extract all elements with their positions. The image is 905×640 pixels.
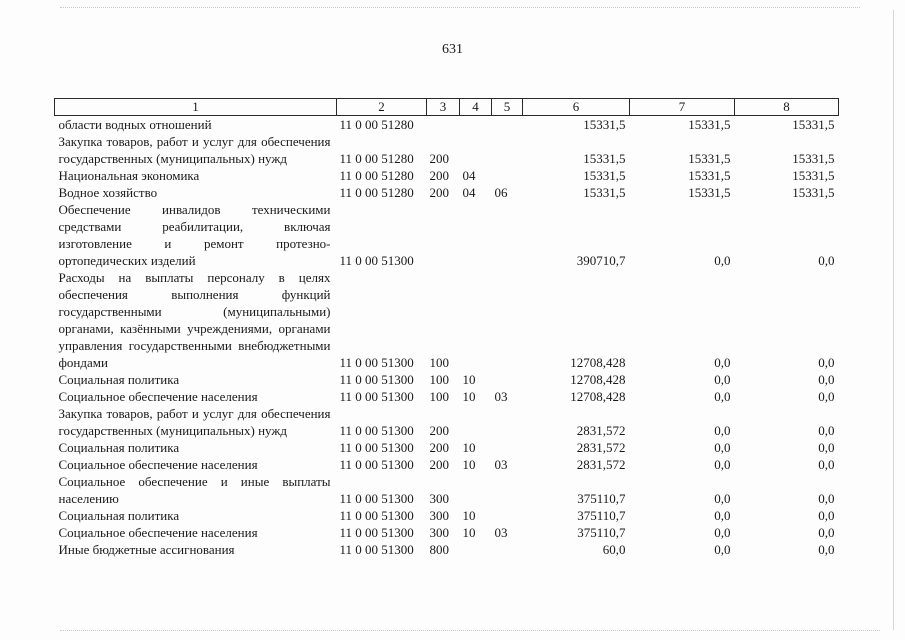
row-subsection: 03 [494, 389, 508, 404]
row-amount-col6: 375110,7 [577, 508, 626, 523]
table-row [55, 507, 839, 524]
row-section: 04 [462, 185, 476, 200]
row-target-code: 11 0 00 51280 [339, 117, 414, 132]
row-subsection: 03 [494, 525, 508, 540]
row-name: Закупка товаров, работ и услуг для обеспечения государственных (муниципальных) нужд [58, 406, 331, 438]
row-amount-col7: 0,0 [714, 440, 731, 455]
row-target-code: 11 0 00 51280 [339, 151, 414, 166]
row-name: области водных отношений [58, 117, 212, 132]
row-target-code: 11 0 00 51300 [339, 355, 414, 370]
row-amount-col8: 0,0 [818, 389, 835, 404]
row-subsection: 06 [494, 185, 508, 200]
row-subsection [492, 439, 523, 456]
table-row [55, 388, 839, 405]
row-target-code: 11 0 00 51300 [339, 542, 414, 557]
row-subsection [492, 167, 523, 184]
row-amount-col7: 0,0 [714, 355, 731, 370]
row-section [460, 405, 492, 439]
row-target-code: 11 0 00 51300 [339, 525, 414, 540]
header-col-6: 6 [523, 99, 630, 116]
row-expense-type: 100 [429, 389, 449, 404]
row-target-code: 11 0 00 51300 [339, 491, 414, 506]
row-name: Социальное обеспечение населения [58, 389, 258, 404]
table-row [55, 133, 839, 167]
row-amount-col8: 0,0 [818, 440, 835, 455]
row-expense-type: 200 [429, 185, 449, 200]
row-target-code: 11 0 00 51280 [339, 185, 414, 200]
row-section [460, 269, 492, 371]
table-row [55, 184, 839, 201]
row-subsection [492, 133, 523, 167]
row-name: Социальная политика [58, 508, 180, 523]
row-amount-col8: 0,0 [818, 491, 835, 506]
row-section [460, 133, 492, 167]
row-subsection [492, 116, 523, 134]
table-row [55, 439, 839, 456]
row-amount-col8: 0,0 [818, 253, 835, 268]
row-amount-col7: 15331,5 [688, 117, 731, 132]
header-col-8: 8 [735, 99, 839, 116]
row-subsection: 03 [494, 457, 508, 472]
row-section [460, 541, 492, 558]
row-name: Социальное обеспечение и иные выплаты населению [58, 474, 331, 506]
header-col-4: 4 [460, 99, 492, 116]
row-target-code: 11 0 00 51300 [339, 457, 414, 472]
table-row [55, 167, 839, 184]
row-expense-type: 300 [429, 491, 449, 506]
row-amount-col6: 15331,5 [583, 185, 626, 200]
row-section: 10 [462, 457, 476, 472]
row-subsection [492, 541, 523, 558]
scan-artifact-top [60, 7, 860, 9]
header-col-3: 3 [427, 99, 460, 116]
row-target-code: 11 0 00 51280 [339, 168, 414, 183]
row-section [460, 201, 492, 269]
row-name: Социальное обеспечение населения [58, 457, 258, 472]
row-amount-col8: 15331,5 [792, 117, 835, 132]
row-amount-col7: 0,0 [714, 423, 731, 438]
row-amount-col8: 0,0 [818, 542, 835, 557]
row-amount-col8: 0,0 [818, 508, 835, 523]
row-amount-col8: 15331,5 [792, 185, 835, 200]
row-amount-col6: 375110,7 [577, 525, 626, 540]
header-col-1: 1 [55, 99, 337, 116]
row-expense-type: 200 [429, 151, 449, 166]
budget-table [54, 98, 839, 558]
row-target-code: 11 0 00 51300 [339, 372, 414, 387]
row-subsection [492, 405, 523, 439]
table-row [55, 116, 839, 134]
page-number: 631 [442, 42, 463, 57]
row-section [460, 473, 492, 507]
row-expense-type: 300 [429, 508, 449, 523]
row-name: Иные бюджетные ассигнования [58, 542, 235, 557]
row-name: Закупка товаров, работ и услуг для обеспечения государственных (муниципальных) нужд [58, 134, 331, 166]
row-amount-col8: 15331,5 [792, 168, 835, 183]
row-amount-col8: 0,0 [818, 525, 835, 540]
row-amount-col6: 2831,572 [576, 457, 626, 472]
row-amount-col7: 15331,5 [688, 168, 731, 183]
budget-table-wrap [54, 98, 838, 558]
row-expense-type: 100 [429, 355, 449, 370]
row-target-code: 11 0 00 51300 [339, 253, 414, 268]
table-row [55, 201, 839, 269]
row-expense-type: 200 [429, 440, 449, 455]
row-expense-type [427, 201, 460, 269]
header-col-2: 2 [337, 99, 427, 116]
row-name: Социальная политика [58, 372, 180, 387]
row-section: 10 [462, 389, 476, 404]
row-name: Национальная экономика [58, 168, 200, 183]
row-section: 10 [462, 525, 476, 540]
row-amount-col6: 12708,428 [570, 355, 626, 370]
row-section [460, 116, 492, 134]
row-amount-col7: 0,0 [714, 542, 731, 557]
row-subsection [492, 371, 523, 388]
table-row [55, 371, 839, 388]
row-amount-col6: 2831,572 [576, 423, 626, 438]
row-expense-type: 100 [429, 372, 449, 387]
row-amount-col7: 0,0 [714, 457, 731, 472]
row-amount-col7: 0,0 [714, 372, 731, 387]
row-amount-col6: 12708,428 [570, 372, 626, 387]
row-name: Социальная политика [58, 440, 180, 455]
row-subsection [492, 507, 523, 524]
row-subsection [492, 201, 523, 269]
row-amount-col7: 0,0 [714, 253, 731, 268]
row-amount-col7: 15331,5 [688, 151, 731, 166]
row-amount-col6: 375110,7 [577, 491, 626, 506]
row-expense-type: 200 [429, 168, 449, 183]
row-amount-col8: 0,0 [818, 355, 835, 370]
row-subsection [492, 269, 523, 371]
row-amount-col6: 60,0 [602, 542, 626, 557]
table-row [55, 541, 839, 558]
row-name: Обеспечение инвалидов техническими средствами реабилитации, включая изготовление и ремонт протезно-ортопедических изделий [58, 202, 331, 268]
table-row [55, 456, 839, 473]
row-target-code: 11 0 00 51300 [339, 440, 414, 455]
row-expense-type [427, 116, 460, 134]
row-section: 10 [462, 372, 476, 387]
row-expense-type: 200 [429, 457, 449, 472]
scan-artifact-right [893, 10, 895, 630]
table-row [55, 405, 839, 439]
row-amount-col7: 0,0 [714, 525, 731, 540]
row-amount-col8: 0,0 [818, 457, 835, 472]
row-name: Расходы на выплаты персоналу в целях обеспечения выполнения функций государственными (муниципальными) органами, казёнными учреждениями, органами управления государственными внебюджетными фондами [58, 270, 331, 370]
table-row [55, 524, 839, 541]
table-row [55, 269, 839, 371]
scan-artifact-bottom [60, 630, 880, 632]
row-amount-col8: 0,0 [818, 423, 835, 438]
row-name: Социальное обеспечение населения [58, 525, 258, 540]
row-section: 04 [462, 168, 476, 183]
row-amount-col7: 0,0 [714, 491, 731, 506]
row-target-code: 11 0 00 51300 [339, 389, 414, 404]
row-expense-type: 800 [429, 542, 449, 557]
row-name: Водное хозяйство [58, 185, 158, 200]
row-amount-col6: 2831,572 [576, 440, 626, 455]
row-amount-col6: 15331,5 [583, 168, 626, 183]
row-section: 10 [462, 440, 476, 455]
table-row [55, 473, 839, 507]
row-expense-type: 200 [429, 423, 449, 438]
header-row [55, 99, 839, 116]
row-amount-col6: 15331,5 [583, 117, 626, 132]
header-col-7: 7 [630, 99, 735, 116]
table-body [55, 116, 839, 559]
row-subsection [492, 473, 523, 507]
row-target-code: 11 0 00 51300 [339, 423, 414, 438]
row-target-code: 11 0 00 51300 [339, 508, 414, 523]
row-expense-type: 300 [429, 525, 449, 540]
row-amount-col6: 15331,5 [583, 151, 626, 166]
row-amount-col7: 0,0 [714, 508, 731, 523]
table-header [55, 99, 839, 116]
row-amount-col7: 15331,5 [688, 185, 731, 200]
row-amount-col6: 12708,428 [570, 389, 626, 404]
row-amount-col8: 15331,5 [792, 151, 835, 166]
row-amount-col8: 0,0 [818, 372, 835, 387]
row-amount-col6: 390710,7 [576, 253, 626, 268]
row-section: 10 [462, 508, 476, 523]
row-amount-col7: 0,0 [714, 389, 731, 404]
header-col-5: 5 [492, 99, 523, 116]
